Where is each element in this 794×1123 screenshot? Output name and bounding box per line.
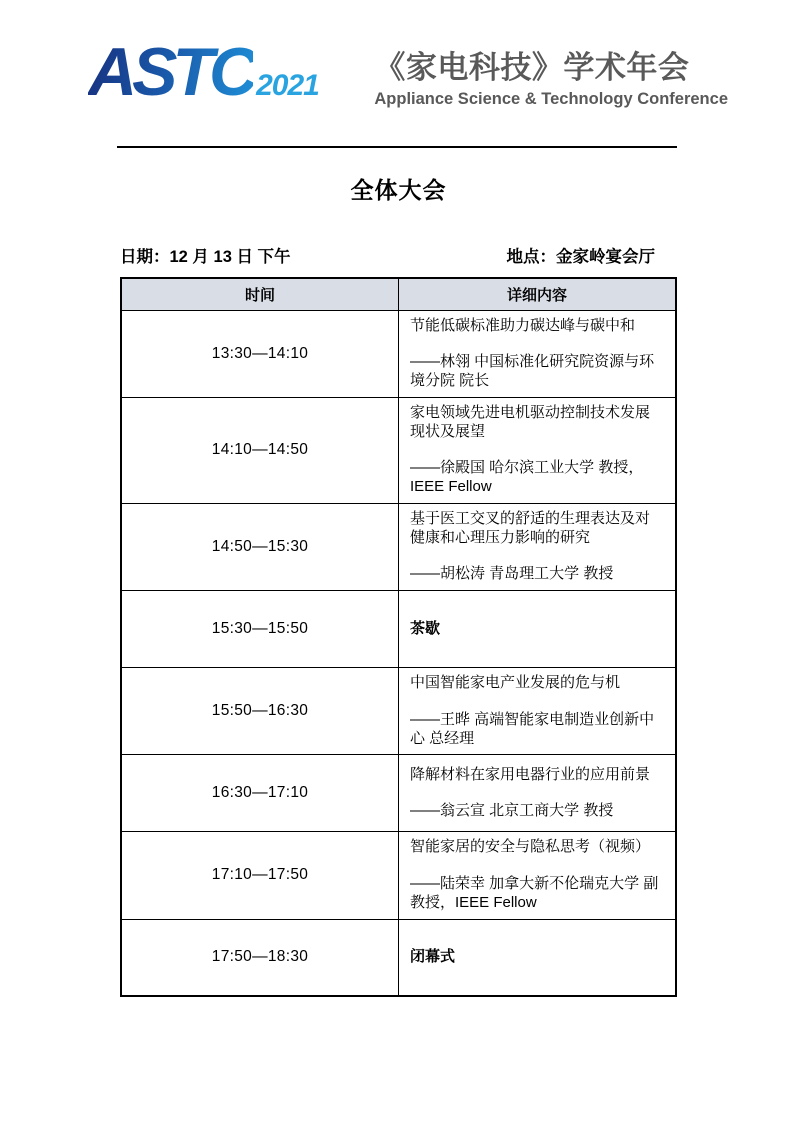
agenda-header-row (121, 278, 676, 310)
session-meta (120, 243, 677, 267)
talk-title: 闭幕式 (410, 947, 456, 965)
time-cell: 14:10—14:50 (121, 397, 399, 503)
page-title: 全体大会 (350, 177, 447, 203)
time-cell: 16:30—17:10 (121, 755, 399, 832)
content-cell (399, 668, 677, 755)
time-cell: 17:10—17:50 (121, 832, 399, 919)
content-cell-inner (410, 948, 661, 967)
agenda-table (120, 277, 677, 997)
content-cell (399, 832, 677, 919)
content-cell (399, 591, 677, 668)
talk-speaker: ——陆荣幸 加拿大新不伦瑞克大学 副教授，IEEE Fellow (410, 875, 659, 911)
content-cell (399, 310, 677, 397)
column-header-content: 详细内容 (399, 278, 677, 310)
talk-title: 茶歇 (410, 619, 441, 637)
talk-title: 家电领域先进电机驱动控制技术发展现状及展望 (410, 403, 651, 440)
talk-speaker: ——林翎 中国标准化研究院资源与环境分院 院长 (410, 353, 655, 389)
agenda-row (121, 668, 676, 755)
time-cell: 15:50—16:30 (121, 668, 399, 755)
agenda-row (121, 591, 676, 668)
session-venue: 地点：金家岭宴会厅 (506, 248, 655, 266)
talk-speaker: ——翁云宣 北京工商大学 教授 (410, 802, 614, 820)
agenda-row (121, 310, 676, 397)
talk-title: 节能低碳标准助力碳达峰与碳中和 (410, 316, 636, 334)
content-cell-inner (410, 766, 661, 822)
header-divider (117, 146, 677, 148)
talk-title: 降解材料在家用电器行业的应用前景 (410, 765, 651, 783)
content-cell-inner (410, 404, 661, 497)
content-cell-inner (410, 674, 661, 748)
time-cell: 17:50—18:30 (121, 919, 399, 996)
time-cell: 14:50—15:30 (121, 503, 399, 590)
talk-speaker: ——王晔 高端智能家电制造业创新中心 总经理 (410, 710, 655, 747)
astc-logo-text: ASTC (88, 34, 254, 110)
session-date: 日期：12 月 13 日 下午 (120, 248, 291, 266)
content-cell-inner (410, 620, 661, 639)
brand-title-cn: 《家电科技》学术年会 (374, 50, 690, 85)
talk-speaker: ——胡松涛 青岛理工大学 教授 (410, 565, 614, 583)
agenda-row (121, 832, 676, 919)
agenda-table-body (121, 310, 676, 996)
content-cell (399, 503, 677, 590)
content-cell (399, 919, 677, 996)
content-cell-inner (410, 317, 661, 391)
time-cell: 15:30—15:50 (121, 591, 399, 668)
agenda-table-head (121, 278, 676, 310)
talk-title: 中国智能家电产业发展的危与机 (410, 674, 621, 691)
content-cell-inner (410, 838, 661, 912)
talk-speaker: ——徐殿国 哈尔滨工业大学 教授，IEEE Fellow (410, 459, 644, 495)
agenda-row (121, 919, 676, 996)
astc-logo-year: 2021 (256, 69, 319, 102)
column-header-time: 时间 (121, 278, 399, 310)
agenda-row (121, 397, 676, 503)
talk-title: 智能家居的安全与隐私思考（视频） (410, 838, 651, 856)
content-cell-inner (410, 510, 661, 584)
astc-logo (88, 34, 319, 110)
agenda-row (121, 755, 676, 832)
header (88, 34, 728, 110)
brand-title-en: Appliance Science & Technology Conference (374, 90, 728, 108)
content-cell (399, 397, 677, 503)
agenda-row (121, 503, 676, 590)
conference-brand (374, 38, 728, 109)
time-cell: 13:30—14:10 (121, 310, 399, 397)
talk-title: 基于医工交叉的舒适的生理表达及对健康和心理压力影响的研究 (410, 509, 651, 546)
content-cell (399, 755, 677, 832)
